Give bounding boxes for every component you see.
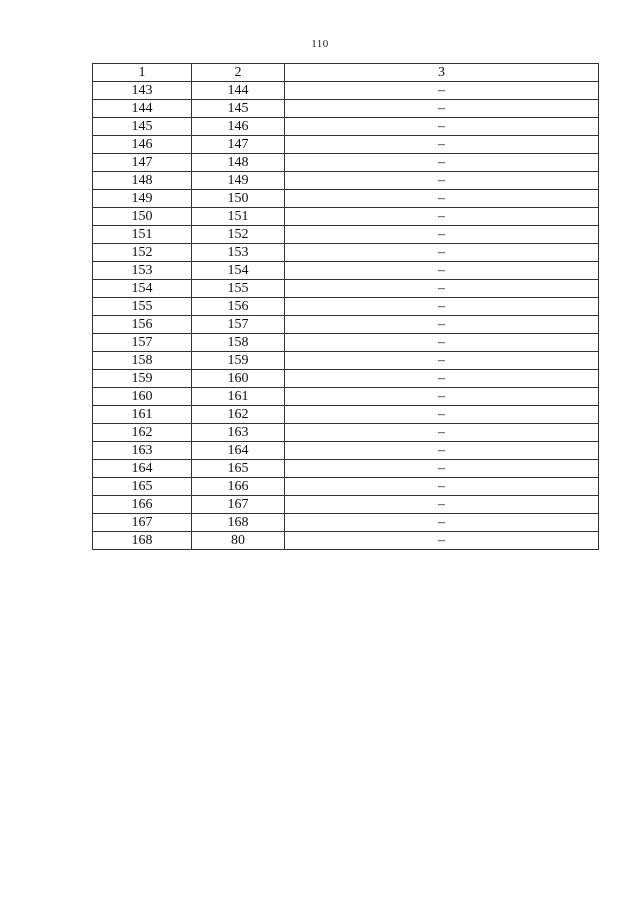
page-number: 110: [311, 38, 329, 50]
table-cell-col-2: 167: [192, 496, 285, 514]
table-cell-col-2: 149: [192, 172, 285, 190]
table-cell-col-1: 162: [93, 424, 192, 442]
table-cell-col-1: 166: [93, 496, 192, 514]
table-cell-col-3: –: [285, 154, 599, 172]
header-cell-col-1: 1: [93, 64, 192, 82]
table-cell-col-2: 161: [192, 388, 285, 406]
table-cell-col-3: –: [285, 406, 599, 424]
table-row: [93, 532, 599, 550]
table-cell-col-3: –: [285, 496, 599, 514]
table-cell-col-1: 160: [93, 388, 192, 406]
table-cell-col-2: 148: [192, 154, 285, 172]
table-cell-col-2: 163: [192, 424, 285, 442]
table-cell-col-2: 151: [192, 208, 285, 226]
header-cell-col-2: 2: [192, 64, 285, 82]
table-cell-col-1: 161: [93, 406, 192, 424]
table-cell-col-3: –: [285, 460, 599, 478]
table-cell-col-3: –: [285, 118, 599, 136]
data-table: [92, 63, 599, 550]
table-cell-col-2: 165: [192, 460, 285, 478]
table-cell-col-3: –: [285, 244, 599, 262]
table-cell-col-3: –: [285, 316, 599, 334]
table-row: [93, 82, 599, 100]
table-cell-col-3: –: [285, 190, 599, 208]
table-cell-col-3: –: [285, 370, 599, 388]
table-cell-col-2: 162: [192, 406, 285, 424]
table-cell-col-2: 157: [192, 316, 285, 334]
table-cell-col-2: 168: [192, 514, 285, 532]
table-cell-col-1: 159: [93, 370, 192, 388]
table-cell-col-3: –: [285, 442, 599, 460]
table-cell-col-2: 152: [192, 226, 285, 244]
table-cell-col-1: 156: [93, 316, 192, 334]
table-cell-col-3: –: [285, 226, 599, 244]
table-row: [93, 424, 599, 442]
table-row: [93, 514, 599, 532]
table-cell-col-3: –: [285, 82, 599, 100]
table-cell-col-1: 157: [93, 334, 192, 352]
table-row: [93, 370, 599, 388]
table-cell-col-1: 146: [93, 136, 192, 154]
table-cell-col-3: –: [285, 172, 599, 190]
header-row: [93, 64, 599, 82]
table-row: [93, 442, 599, 460]
table-row: [93, 460, 599, 478]
table-cell-col-2: 166: [192, 478, 285, 496]
table-row: [93, 334, 599, 352]
table-cell-col-1: 167: [93, 514, 192, 532]
table-cell-col-2: 158: [192, 334, 285, 352]
table-cell-col-3: –: [285, 514, 599, 532]
table-row: [93, 154, 599, 172]
table-cell-col-3: –: [285, 100, 599, 118]
table-cell-col-2: 146: [192, 118, 285, 136]
table-row: [93, 298, 599, 316]
table-row: [93, 388, 599, 406]
table-cell-col-1: 150: [93, 208, 192, 226]
table-cell-col-1: 164: [93, 460, 192, 478]
table-cell-col-1: 158: [93, 352, 192, 370]
table-row: [93, 100, 599, 118]
table-cell-col-3: –: [285, 208, 599, 226]
table-cell-col-1: 153: [93, 262, 192, 280]
table-cell-col-2: 160: [192, 370, 285, 388]
table-row: [93, 496, 599, 514]
table-cell-col-1: 149: [93, 190, 192, 208]
table-cell-col-1: 148: [93, 172, 192, 190]
table-cell-col-3: –: [285, 532, 599, 550]
table-cell-col-1: 165: [93, 478, 192, 496]
table-row: [93, 118, 599, 136]
header-cell-col-3: 3: [285, 64, 599, 82]
table-cell-col-1: 152: [93, 244, 192, 262]
table-cell-col-2: 150: [192, 190, 285, 208]
table-row: [93, 208, 599, 226]
table-row: [93, 316, 599, 334]
table-cell-col-1: 145: [93, 118, 192, 136]
table-cell-col-1: 155: [93, 298, 192, 316]
table-cell-col-2: 147: [192, 136, 285, 154]
table-row: [93, 226, 599, 244]
table-cell-col-1: 163: [93, 442, 192, 460]
table-cell-col-3: –: [285, 388, 599, 406]
table-cell-col-1: 144: [93, 100, 192, 118]
table-row: [93, 190, 599, 208]
table-cell-col-2: 144: [192, 82, 285, 100]
table-cell-col-1: 154: [93, 280, 192, 298]
table-cell-col-2: 154: [192, 262, 285, 280]
table-cell-col-1: 147: [93, 154, 192, 172]
table-cell-col-2: 156: [192, 298, 285, 316]
table-cell-col-1: 143: [93, 82, 192, 100]
table-row: [93, 352, 599, 370]
table-cell-col-2: 164: [192, 442, 285, 460]
table-cell-col-3: –: [285, 478, 599, 496]
table-cell-col-2: 80: [192, 532, 285, 550]
table-cell-col-2: 145: [192, 100, 285, 118]
table-cell-col-1: 151: [93, 226, 192, 244]
table-cell-col-3: –: [285, 280, 599, 298]
table-header: [93, 64, 599, 82]
table-cell-col-3: –: [285, 136, 599, 154]
table-row: [93, 244, 599, 262]
table-cell-col-2: 159: [192, 352, 285, 370]
table-cell-col-3: –: [285, 298, 599, 316]
table-cell-col-2: 155: [192, 280, 285, 298]
table-cell-col-1: 168: [93, 532, 192, 550]
table-cell-col-2: 153: [192, 244, 285, 262]
table-row: [93, 136, 599, 154]
table-row: [93, 172, 599, 190]
table-cell-col-3: –: [285, 334, 599, 352]
table-cell-col-3: –: [285, 352, 599, 370]
table-cell-col-3: –: [285, 424, 599, 442]
table-cell-col-3: –: [285, 262, 599, 280]
table-row: [93, 262, 599, 280]
table-row: [93, 280, 599, 298]
table-body: [93, 82, 599, 550]
table-row: [93, 406, 599, 424]
table-row: [93, 478, 599, 496]
